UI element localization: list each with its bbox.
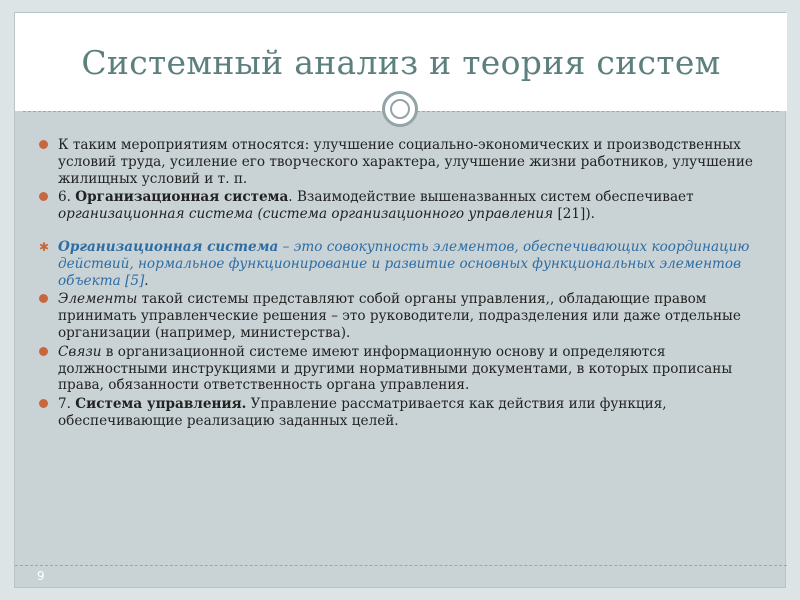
- page-number: 9: [37, 569, 45, 583]
- bullet-dot-icon: [39, 192, 48, 201]
- item-number: 7.: [58, 396, 76, 413]
- term-italic: Связи: [58, 343, 102, 360]
- bullet-dot-icon: [39, 294, 48, 303]
- paragraph-text: Управление рассматривается как действия или функция, обеспечивающие реализацию заданных целей.: [58, 396, 667, 429]
- slide-title: Системный анализ и теория систем: [81, 43, 721, 82]
- bullet-paragraph-5: [39, 344, 769, 394]
- bullet-paragraph-6: [39, 396, 769, 430]
- paragraph-text-end: .: [144, 272, 149, 289]
- term-bold: Система управления.: [75, 396, 247, 413]
- paragraph-text: такой системы представляют собой органы управления,, обладающие правом принимать управленческие решения – это руководители, подразделения или даже отдельные организации (например, министерства).: [58, 291, 741, 341]
- definition-text: – это совокупность элементов, обеспечивающих координацию действий, нормальное функционирование и развитие основных функциональных элементов объекта: [58, 238, 750, 289]
- term-bold: Организационная система: [75, 189, 289, 206]
- footer-divider: [15, 565, 787, 566]
- bullet-dot-icon: [39, 399, 48, 408]
- spacer: [39, 225, 769, 239]
- ring-ornament-icon: [382, 91, 418, 127]
- bullet-paragraph-4: [39, 291, 769, 341]
- bullet-paragraph-1: [39, 137, 769, 187]
- slide-frame: [14, 12, 786, 588]
- definition-term: Организационная система: [58, 238, 279, 255]
- bullet-dot-icon: [39, 140, 48, 149]
- bullet-paragraph-2: [39, 189, 769, 223]
- term-italic: Элементы: [58, 291, 138, 308]
- item-number: 6.: [58, 189, 76, 206]
- paragraph-text: в организационной системе имеют информационную основу и определяются должностными инструкциями и другими нормативными документами, в которых прописаны права, обязанности ответственность органа управления.: [58, 343, 733, 394]
- paragraph-text-end: [21]).: [553, 206, 595, 223]
- paragraph-text: . Взаимодействие вышеназванных систем обеспечивает: [288, 189, 694, 206]
- term-italic: организационная система (система организационного управления: [58, 206, 554, 223]
- slide-content: [39, 137, 769, 432]
- bullet-dot-icon: [39, 347, 48, 356]
- reference-link[interactable]: [5]: [125, 272, 145, 289]
- star-bullet-icon: ✱: [39, 239, 50, 254]
- paragraph-text: К таким мероприятиям относятся: улучшение социально-экономических и производственных условий труда, усиление его творческого характера, улучшение жизни работников, улучшение жилищных условий и т. п.: [58, 137, 753, 187]
- bullet-paragraph-3: [39, 239, 769, 289]
- ring-inner: [390, 99, 410, 119]
